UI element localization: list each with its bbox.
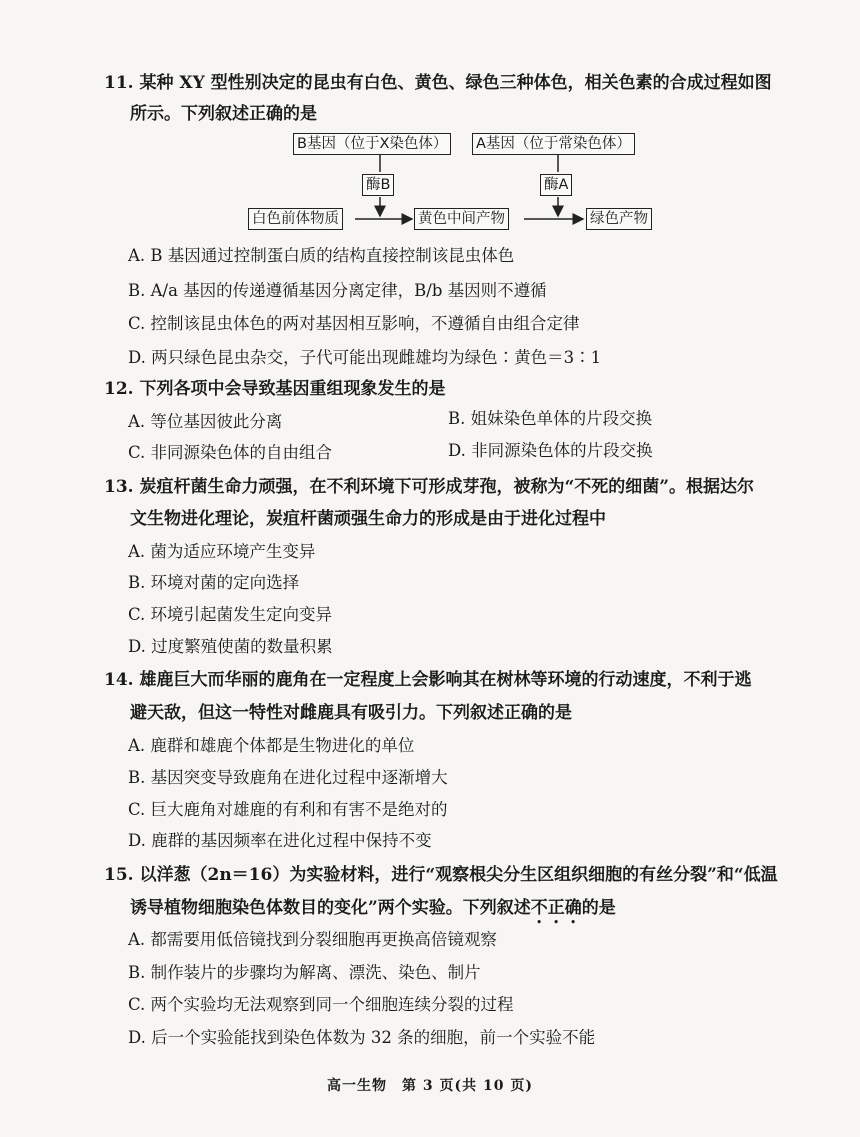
q11-option-b: B. A/a 基因的传递遵循基因分离定律，B/b 基因则不遵循 [128,281,547,300]
q15-stem-line2 [130,897,616,928]
q15-stem-line2-pre: 诱导植物细胞染色体数目的变化”两个实验。下列叙述 [130,898,531,918]
q11-option-d: D. 两只绿色昆虫杂交，子代可能出现雌雄均为绿色∶黄色＝3∶1 [128,348,602,367]
q15-option-b: B. 制作装片的步骤均为解离、漂洗、染色、制片 [128,963,481,982]
q11-option-a: A. B 基因通过控制蛋白质的结构直接控制该昆虫体色 [128,246,515,265]
q13-option-a: A. 菌为适应环境产生变异 [128,542,316,561]
q14-option-c: C. 巨大鹿角对雄鹿的有利和有害不是绝对的 [128,800,448,819]
q11-stem-line2: 所示。下列叙述正确的是 [130,104,317,124]
q11-stem-line1: 11. 某种 XY 型性别决定的昆虫有白色、黄色、绿色三种体色，相关色素的合成过程如图 [104,73,772,93]
page-footer: 高一生物 第 3 页(共 10 页) [327,1078,533,1094]
q15-option-c: C. 两个实验均无法观察到同一个细胞连续分裂的过程 [128,995,514,1014]
q12-option-a: A. 等位基因彼此分离 [128,412,283,431]
q13-option-d: D. 过度繁殖使菌的数量积累 [128,637,333,656]
q14-stem-line1: 14. 雄鹿巨大而华丽的鹿角在一定程度上会影响其在树林等环境的行动速度，不利于逃 [104,670,752,690]
q13-option-b: B. 环境对菌的定向选择 [128,573,300,592]
enzyme-b-box: 酶B [362,174,394,196]
q14-stem-line2: 避天敌，但这一特性对雌鹿具有吸引力。下列叙述正确的是 [130,703,572,723]
q11-option-c: C. 控制该昆虫体色的两对基因相互影响，不遵循自由组合定律 [128,314,580,333]
q13-option-c: C. 环境引起菌发生定向变异 [128,605,333,624]
q14-option-d: D. 鹿群的基因频率在进化过程中保持不变 [128,831,432,850]
q15-option-d: D. 后一个实验能找到染色体数为 32 条的细胞，前一个实验不能 [128,1028,596,1047]
enzyme-a-box: 酶A [540,174,572,196]
q14-option-b: B. 基因突变导致鹿角在进化过程中逐渐增大 [128,768,448,787]
q13-stem-line2: 文生物进化理论，炭疽杆菌顽强生命力的形成是由于进化过程中 [130,509,606,529]
q12-option-c: C. 非同源染色体的自由组合 [128,443,333,462]
q15-stem-line2-post: 的是 [581,898,616,918]
q15-emphasis-not-correct: 不正确 [530,898,582,918]
q12-stem: 12. 下列各项中会导致基因重组现象发生的是 [104,379,446,399]
q12-option-b: B. 姐妹染色单体的片段交换 [448,409,653,428]
b-gene-box: B基因（位于X染色体） [293,133,451,155]
green-product-box: 绿色产物 [586,208,652,230]
yellow-intermediate-box: 黄色中间产物 [414,208,509,230]
a-gene-box: A基因（位于常染色体） [472,133,635,155]
q15-option-a: A. 都需要用低倍镜找到分裂细胞再更换高倍镜观察 [128,930,497,949]
q12-option-d: D. 非同源染色体的片段交换 [448,441,653,460]
white-precursor-box: 白色前体物质 [248,208,343,230]
q13-stem-line1: 13. 炭疽杆菌生命力顽强，在不利环境下可形成芽孢，被称为“不死的细菌”。根据达尔 [104,477,755,497]
q15-stem-line1: 15. 以洋葱（2n＝16）为实验材料，进行“观察根尖分生区组织细胞的有丝分裂”和“低温 [104,865,778,885]
q14-option-a: A. 鹿群和雄鹿个体都是生物进化的单位 [128,736,415,755]
